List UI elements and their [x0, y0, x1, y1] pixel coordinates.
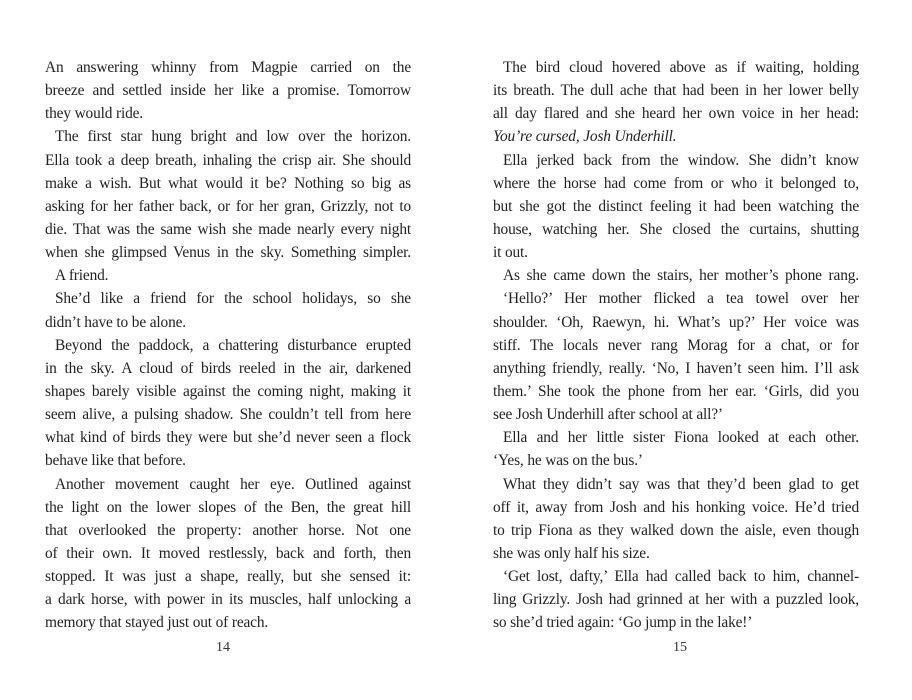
left-line-7: asking for her father back, or for her gran, Grizzly, not to [45, 197, 411, 215]
left-line-10: A friend. [55, 267, 109, 285]
right-line-5: Ella jerked back from the window. She didn’t know [503, 151, 859, 169]
left-line-24: a dark horse, with power in its muscles, half unlocking a [45, 591, 411, 609]
right-line-22: she was only half his size. [493, 544, 650, 562]
left-line-12: didn’t have to be alone. [45, 313, 187, 331]
right-line-15: them.’ She took the phone from her ear. ‘Girls, did you [493, 382, 859, 400]
left-line-14: in the sky. A cloud of birds reeled in the air, darkened [45, 359, 411, 377]
right-line-14: anything friendly, really. ‘No, I haven’t seen him. I’ll ask [493, 359, 859, 377]
right-line-6: where the horse had come from or who it belonged to, [493, 174, 859, 192]
left-line-22: of their own. It moved restlessly, back and forth, then [45, 544, 411, 562]
right-line-9: it out. [493, 244, 528, 262]
left-line-17: what kind of birds they were but she’d never seen a flock [45, 429, 411, 447]
right-line-20: off it, away from Josh and his honking voice. He’d tried [493, 498, 859, 516]
right-line-25: so she’d tried again: ‘Go jump in the lake!’ [493, 614, 753, 632]
right-line-21: to trip Fiona as they walked down the aisle, even though [493, 521, 859, 539]
right-line-8: house, watching her. She closed the curtains, shutting [493, 220, 859, 238]
right-line-13: stiff. The locals never rang Morag for a chat, or for [493, 336, 859, 354]
right-line-3: all day flared and she heard her own voice in her head: [493, 105, 859, 123]
right-line-19: What they didn’t say was that they’d been glad to get [503, 475, 859, 493]
right-line-17: Ella and her little sister Fiona looked at each other. [503, 429, 859, 447]
left-line-5: Ella took a deep breath, inhaling the crisp air. She should [45, 151, 411, 169]
left-line-1: An answering whinny from Magpie carried on the [45, 59, 411, 76]
page-number-left: 14 [216, 640, 230, 655]
left-line-21: that overlooked the property: another horse. Not one [45, 521, 411, 539]
left-line-9: when she glimpsed Venus in the sky. Something simpler. [45, 244, 411, 262]
left-line-20: the light on the lower slopes of the Ben, the great hill [45, 498, 411, 516]
right-line-18: ‘Yes, he was on the bus.’ [493, 452, 643, 470]
right-page-text [493, 56, 859, 635]
left-line-23: stopped. It was just a shape, really, but she sensed it: [45, 568, 411, 586]
left-line-25: memory that stayed just out of reach. [45, 614, 269, 632]
left-line-8: die. That was the same wish she made nearly every night [45, 220, 411, 238]
right-line-23: ‘Get lost, dafty,’ Ella had called back to him, channel- [503, 568, 859, 586]
right-line-10: As she came down the stairs, her mother’s phone rang. [503, 267, 859, 285]
left-line-15: shapes barely visible against the coming night, making it [45, 382, 411, 400]
right-line-16: see Josh Underhill after school at all?’ [493, 406, 723, 424]
right-line-12: shoulder. ‘Oh, Raewyn, hi. What’s up?’ Her voice was [493, 313, 859, 331]
right-line-4: You’re cursed, Josh Underhill. [493, 128, 677, 146]
left-page-text [45, 56, 411, 635]
right-line-1: The bird cloud hovered above as if waiting, holding [503, 59, 859, 76]
right-line-11: ‘Hello?’ Her mother flicked a tea towel over her [503, 290, 859, 308]
right-line-24: ling Grizzly. Josh had grinned at her with a puzzled look, [493, 591, 859, 609]
left-line-11: She’d like a friend for the school holidays, so she [55, 290, 411, 308]
page-number-right: 15 [673, 640, 687, 655]
left-line-18: behave like that before. [45, 452, 186, 470]
left-line-16: seem alive, a pulsing shadow. She couldn’t tell from here [45, 406, 411, 424]
right-line-2: its breath. The dull ache that had been in her lower belly [493, 82, 859, 100]
left-page [45, 0, 411, 700]
left-line-6: make a wish. But what would it be? Nothing so big as [45, 174, 411, 192]
left-line-4: The first star hung bright and low over the horizon. [55, 128, 411, 146]
left-line-2: breeze and settled inside her like a promise. Tomorrow [45, 82, 411, 100]
left-line-13: Beyond the paddock, a chattering disturbance erupted [55, 336, 411, 354]
left-line-3: they would ride. [45, 105, 144, 123]
right-page [493, 0, 859, 700]
left-line-19: Another movement caught her eye. Outlined against [55, 475, 411, 493]
right-line-7: but she got the distinct feeling it had been watching the [493, 197, 859, 215]
